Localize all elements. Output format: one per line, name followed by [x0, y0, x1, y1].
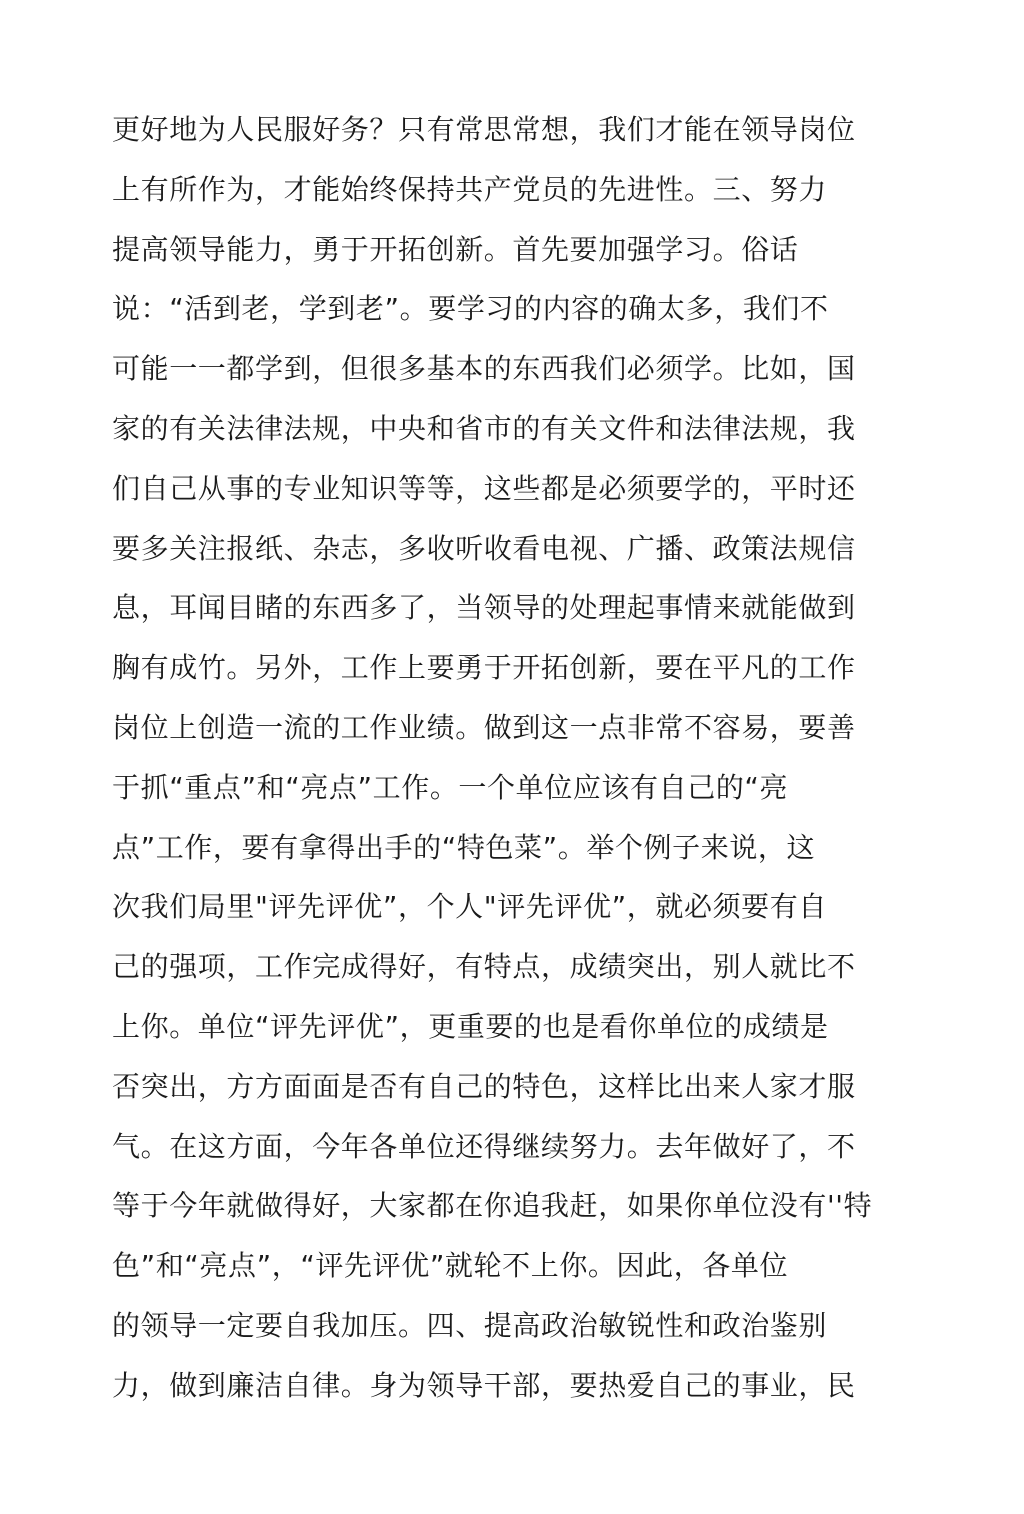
- text-line: 提高领导能力，勇于开拓创新。首先要加强学习。俗话: [112, 232, 799, 266]
- text-line: 色”和“亮点”，“评先评优”就轮不上你。因此，各单位: [112, 1249, 789, 1283]
- text-line: 等于今年就做得好，大家都在你追我赶，如果你单位没有''特: [112, 1189, 873, 1223]
- text-line: 的领导一定要自我加压。四、提高政治敏锐性和政治鉴别: [112, 1308, 828, 1342]
- text-line: 气。在这方面，今年各单位还得继续努力。去年做好了，不: [112, 1129, 856, 1163]
- text-line: 说：“活到老，学到老”。要学习的内容的确太多，我们不: [112, 292, 829, 326]
- text-line: 们自己从事的专业知识等等，这些都是必须要学的，平时还: [112, 471, 856, 505]
- text-line: 于抓“重点”和“亮点”工作。一个单位应该有自己的“亮: [112, 770, 789, 804]
- text-line: 否突出，方方面面是否有自己的特色，这样比出来人家才服: [112, 1069, 856, 1103]
- text-line: 要多关注报纸、杂志，多收听收看电视、广播、政策法规信: [112, 531, 856, 565]
- text-line: 家的有关法律法规，中央和省市的有关文件和法律法规，我: [112, 411, 856, 445]
- text-line: 上有所作为，才能始终保持共产党员的先进性。三、努力: [112, 172, 828, 206]
- text-line: 息，耳闻目睹的东西多了，当领导的处理起事情来就能做到: [112, 591, 856, 625]
- text-line: 己的强项，工作完成得好，有特点，成绩突出，别人就比不: [112, 950, 856, 984]
- text-line: 点”工作，要有拿得出手的“特色菜”。举个例子来说，这: [112, 830, 816, 864]
- text-line: 力，做到廉洁自律。身为领导干部，要热爱自己的事业，民: [112, 1368, 856, 1402]
- text-line: 次我们局里"评先评优”，个人"评先评优”，就必须要有自: [112, 890, 827, 924]
- text-line: 更好地为人民服好务？只有常思常想，我们才能在领导岗位: [112, 113, 856, 146]
- text-line: 可能一一都学到，但很多基本的东西我们必须学。比如，国: [112, 352, 856, 386]
- text-line: 胸有成竹。另外，工作上要勇于开拓创新，要在平凡的工作: [112, 651, 856, 685]
- text-line: 上你。单位“评先评优”，更重要的也是看你单位的成绩是: [112, 1009, 829, 1043]
- text-line: 岗位上创造一流的工作业绩。做到这一点非常不容易，要善: [112, 710, 856, 744]
- body-text: [112, 100, 912, 1416]
